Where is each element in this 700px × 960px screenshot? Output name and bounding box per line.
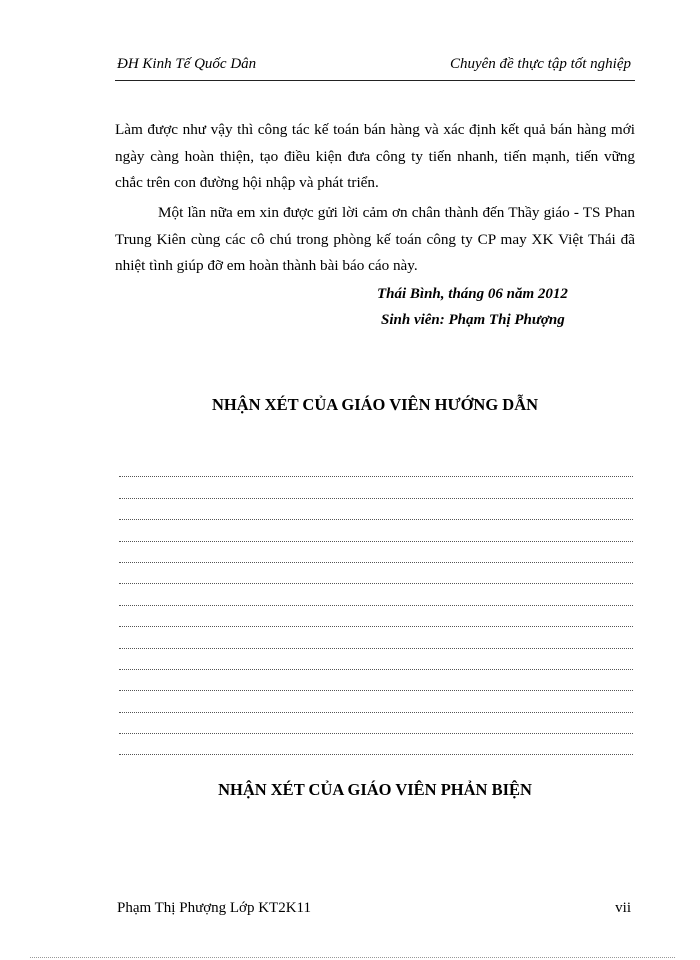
comment-line: [119, 649, 633, 670]
page-header: [115, 52, 635, 81]
signature-student: Sinh viên: Phạm Thị Phượng: [381, 312, 565, 328]
comment-line: [119, 691, 633, 712]
comment-line: [119, 713, 633, 734]
footer-author-class: Phạm Thị Phượng Lớp KT2K11: [117, 900, 311, 916]
reviewer-comment-title: NHẬN XÉT CỦA GIÁO VIÊN PHẢN BIỆN: [218, 780, 532, 799]
header-document-type: Chuyên đề thực tập tốt nghiệp: [449, 56, 631, 72]
body-paragraph-2: Một lần nữa em xin được gửi lời cảm ơn chân thành đến Thầy giáo - TS Phan Trung Kiên cùng các cô chú trong phòng kế toán công ty CP may XK Việt Thái đã nhiệt tình giúp đỡ em hoàn thành bài báo cáo này.: [115, 204, 635, 274]
header-university: ĐH Kinh Tế Quốc Dân: [117, 56, 257, 72]
comment-line: [119, 499, 633, 520]
page-bottom-divider: [30, 957, 675, 958]
body-paragraph-1: Làm được như vậy thì công tác kế toán bán hàng và xác định kết quả bán hàng mới ngày càng hoàn thiện, tạo điều kiện đưa công ty tiến nhanh, tiến mạnh, tiến vững chắc trên con đường hội nhập và phát triển.: [115, 121, 635, 191]
comment-line: [119, 670, 633, 691]
comment-line: [119, 477, 633, 498]
comment-line: [119, 734, 633, 755]
comment-line: [119, 542, 633, 563]
comment-line: [119, 627, 633, 648]
comment-line: [119, 563, 633, 584]
signature-place-date: Thái Bình, tháng 06 năm 2012: [377, 286, 568, 302]
comment-line: [119, 520, 633, 541]
comment-line: [119, 606, 633, 627]
comment-line: [119, 584, 633, 605]
comment-line: [119, 456, 633, 477]
advisor-comment-title: NHẬN XÉT CỦA GIÁO VIÊN HƯỚNG DẪN: [211, 395, 539, 414]
footer-page-number: vii: [615, 900, 631, 916]
advisor-comment-lines: [119, 456, 633, 755]
